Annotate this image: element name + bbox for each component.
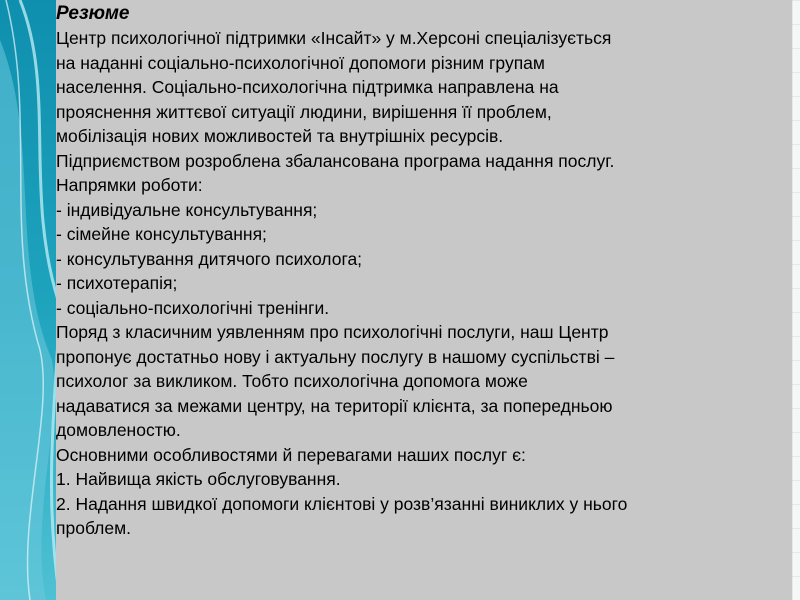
list-item: - психотерапія; [56,273,178,293]
list-item: - соціально-психологічні тренінги. [56,297,330,318]
body-line: домовленостю. [56,420,181,440]
list-item: - консультування дитячого психолога; [56,248,363,269]
body-line: прояснення життєвої ситуації людини, вирішення її проблем, [56,101,552,122]
slide-title: Резюме [56,3,130,24]
side-decoration [0,0,62,600]
body-line: Підприємством розроблена збалансована програма надання послуг. [56,150,615,171]
section-heading: Напрямки роботи: [56,175,203,195]
body-line: Поряд з класичним уявленням про психологічні послуги, наш Центр [56,322,609,342]
list-item: - індивідуальне консультування; [56,199,318,220]
body-line: Основними особливостями й перевагами наших послуг є: [56,444,526,465]
numbered-item: 1. Найвища якість обслуговування. [56,469,341,489]
body-line: Центр психологічної підтримки «Інсайт» у м.Херсоні спеціалізується [56,28,612,48]
numbered-item: 2. Надання швидкої допомоги клієнтові у розв’язанні виниклих у нього [56,493,628,514]
body-line: на наданні соціально-психологічної допомоги різним групам [56,52,545,73]
summary-body [56,26,788,541]
body-line: надаватися за межами центру, на території клієнта, за попередньою [56,395,613,416]
body-line: мобілізація нових можливостей та внутрішніх ресурсів. [56,126,504,146]
summary-text-block [56,0,792,600]
body-line: населення. Соціально-психологічна підтримка направлена на [56,77,559,97]
numbered-item-continuation: проблем. [56,518,132,538]
body-line: пропонує достатньо нову і актуальну послугу в нашому суспільстві – [56,346,615,367]
list-item: - сімейне консультування; [56,224,267,244]
body-line: психолог за викликом. Тобто психологічна допомога може [56,371,528,391]
